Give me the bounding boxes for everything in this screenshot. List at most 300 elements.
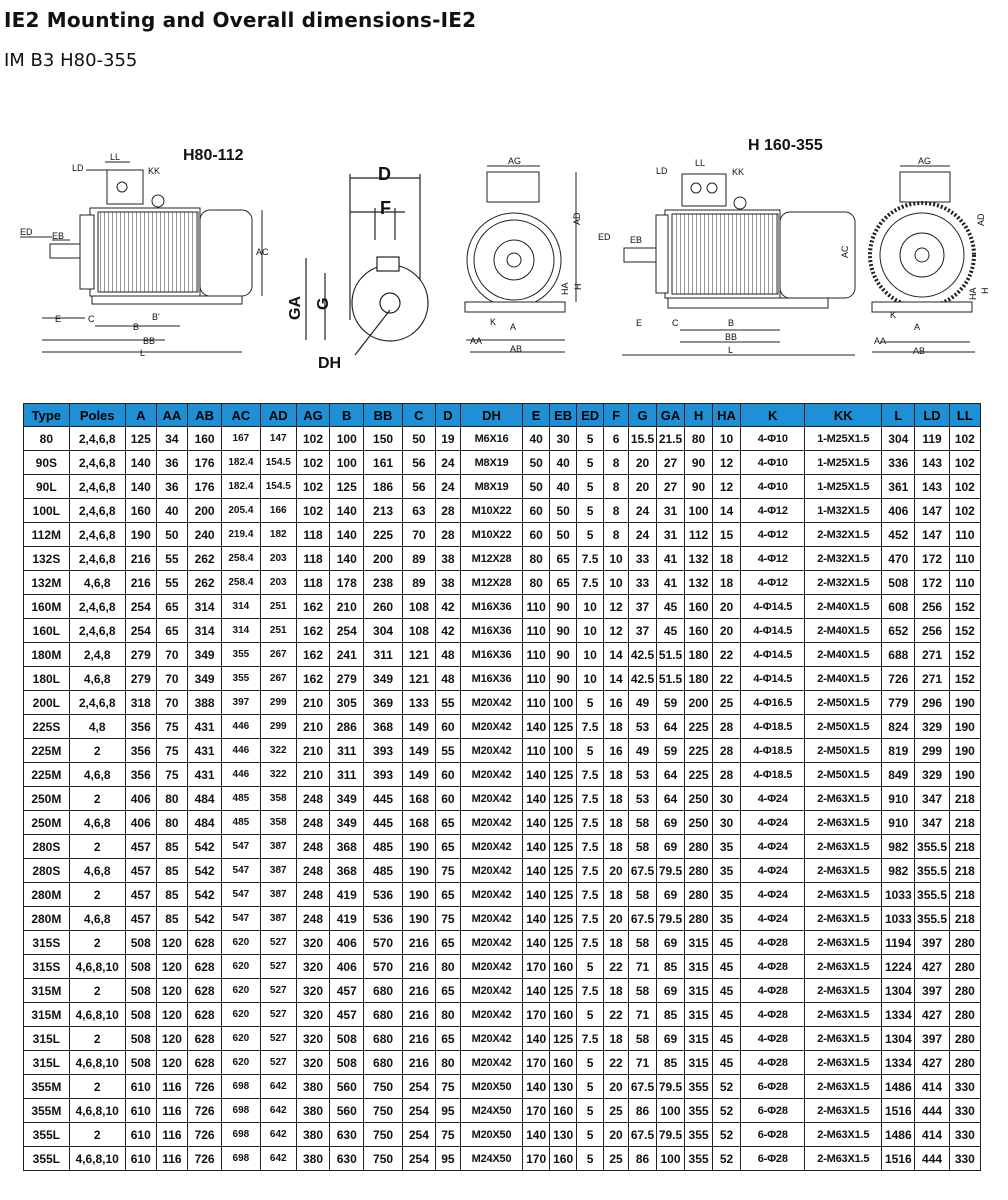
table-cell: 397: [222, 691, 260, 715]
table-cell: 248: [296, 787, 329, 811]
table-cell: 6-Φ28: [741, 1075, 805, 1099]
label-ab: AB: [510, 344, 523, 354]
table-cell: 140: [523, 787, 550, 811]
label-ha: HA: [560, 282, 570, 295]
table-cell: 680: [364, 1003, 402, 1027]
table-cell: 527: [260, 979, 296, 1003]
table-cell: 2-M63X1.5: [805, 1099, 882, 1123]
table-cell: 4-Φ14.5: [741, 595, 805, 619]
table-cell: 58: [629, 979, 657, 1003]
table-cell: 110: [523, 595, 550, 619]
table-cell: 34: [156, 427, 187, 451]
table-cell: 527: [260, 1051, 296, 1075]
table-cell: 75: [156, 763, 187, 787]
table-cell: 59: [657, 739, 685, 763]
table-cell: 80: [435, 1051, 460, 1075]
table-cell: 24: [629, 523, 657, 547]
table-cell: 387: [260, 907, 296, 931]
table-cell: 14: [713, 499, 741, 523]
table-cell: 368: [364, 715, 402, 739]
table-cell: 149: [402, 739, 435, 763]
table-cell: 1304: [882, 1027, 915, 1051]
table-cell: 642: [260, 1123, 296, 1147]
table-cell: 4-Φ24: [741, 859, 805, 883]
table-cell: 10: [713, 427, 741, 451]
side-view-large: [598, 137, 855, 355]
column-header: Type: [24, 404, 70, 427]
table-cell: 49: [629, 739, 657, 763]
table-cell: 560: [330, 1099, 364, 1123]
table-cell: 63: [402, 499, 435, 523]
table-cell: 4,6,8: [69, 763, 125, 787]
table-cell: M10X22: [460, 499, 522, 523]
table-cell: 225: [685, 739, 713, 763]
table-cell: 140: [523, 811, 550, 835]
label-ld: LD: [72, 163, 84, 173]
column-header: AG: [296, 404, 329, 427]
table-cell: 320: [296, 1003, 329, 1027]
table-cell: 570: [364, 955, 402, 979]
table-cell: 910: [882, 811, 915, 835]
table-cell: 2-M40X1.5: [805, 619, 882, 643]
table-cell: 219.4: [222, 523, 260, 547]
table-cell: 216: [125, 547, 156, 571]
label-eb-large: EB: [630, 235, 643, 245]
table-cell: 178: [330, 571, 364, 595]
table-cell: 2-M63X1.5: [805, 787, 882, 811]
table-cell: M20X42: [460, 739, 522, 763]
table-cell: 5: [577, 523, 604, 547]
table-cell: 225S: [24, 715, 70, 739]
table-cell: 2: [69, 739, 125, 763]
table-cell: 70: [156, 691, 187, 715]
table-cell: 267: [260, 667, 296, 691]
table-cell: 200: [187, 499, 221, 523]
table-cell: 484: [187, 811, 221, 835]
table-cell: 406: [125, 811, 156, 835]
table-cell: 125: [550, 715, 577, 739]
table-cell: 5: [577, 1075, 604, 1099]
table-row: [24, 1147, 981, 1171]
column-header: K: [741, 404, 805, 427]
table-cell: 5: [577, 451, 604, 475]
table-cell: 31: [657, 499, 685, 523]
table-cell: 37: [629, 595, 657, 619]
table-row: [24, 715, 981, 739]
table-cell: 75: [156, 715, 187, 739]
table-cell: 355: [685, 1099, 713, 1123]
table-cell: 182.4: [222, 451, 260, 475]
table-cell: M12X28: [460, 547, 522, 571]
table-cell: 305: [330, 691, 364, 715]
table-cell: 22: [604, 955, 629, 979]
table-cell: 280: [685, 835, 713, 859]
table-cell: 110: [949, 571, 980, 595]
table-cell: 419: [330, 907, 364, 931]
table-cell: 49: [629, 691, 657, 715]
table-cell: 355M: [24, 1075, 70, 1099]
table-cell: 79.5: [657, 1123, 685, 1147]
table-cell: M6X16: [460, 427, 522, 451]
table-cell: 2-M40X1.5: [805, 595, 882, 619]
column-header: C: [402, 404, 435, 427]
table-cell: 315: [685, 1027, 713, 1051]
table-cell: 200L: [24, 691, 70, 715]
table-cell: 311: [364, 643, 402, 667]
table-cell: 628: [187, 1051, 221, 1075]
table-cell: 60: [523, 523, 550, 547]
table-cell: 55: [156, 547, 187, 571]
table-cell: 260: [364, 595, 402, 619]
table-cell: 5: [577, 499, 604, 523]
table-cell: 65: [435, 811, 460, 835]
table-cell: 216: [125, 571, 156, 595]
page-subtitle: IM B3 H80-355: [4, 50, 138, 71]
table-cell: 225M: [24, 739, 70, 763]
table-cell: 18: [713, 547, 741, 571]
table-cell: 279: [125, 667, 156, 691]
table-cell: 69: [657, 979, 685, 1003]
table-cell: 130: [550, 1123, 577, 1147]
table-cell: 200: [364, 547, 402, 571]
table-cell: 102: [296, 451, 329, 475]
table-cell: 910: [882, 787, 915, 811]
table-cell: 457: [125, 859, 156, 883]
table-cell: 254: [402, 1123, 435, 1147]
table-cell: 110: [949, 523, 980, 547]
table-cell: 726: [187, 1099, 221, 1123]
table-cell: 28: [713, 763, 741, 787]
table-cell: 330: [949, 1123, 980, 1147]
table-cell: 216: [402, 979, 435, 1003]
table-cell: 190: [402, 883, 435, 907]
table-cell: 143: [915, 475, 949, 499]
table-cell: 542: [187, 835, 221, 859]
table-cell: 35: [713, 835, 741, 859]
table-cell: 216: [402, 955, 435, 979]
table-cell: M20X42: [460, 907, 522, 931]
table-cell: 355L: [24, 1147, 70, 1171]
table-cell: 315: [685, 1003, 713, 1027]
table-cell: 85: [657, 1003, 685, 1027]
table-cell: 120: [156, 979, 187, 1003]
table-cell: 726: [882, 667, 915, 691]
column-header: KK: [805, 404, 882, 427]
table-cell: 75: [435, 1123, 460, 1147]
table-cell: 2: [69, 1075, 125, 1099]
table-cell: 67.5: [629, 907, 657, 931]
table-cell: 445: [364, 787, 402, 811]
table-cell: 256: [915, 619, 949, 643]
table-cell: 256: [915, 595, 949, 619]
table-cell: 102: [296, 475, 329, 499]
table-cell: 19: [435, 427, 460, 451]
table-cell: 4-Φ12: [741, 499, 805, 523]
table-cell: 180L: [24, 667, 70, 691]
table-cell: 67.5: [629, 859, 657, 883]
table-cell: 100: [685, 499, 713, 523]
table-cell: 508: [125, 931, 156, 955]
table-cell: 64: [657, 763, 685, 787]
label-a: A: [510, 322, 517, 332]
table-cell: 452: [882, 523, 915, 547]
table-cell: 238: [364, 571, 402, 595]
table-cell: 100: [550, 691, 577, 715]
dimensions-table-wrapper: [23, 403, 981, 1171]
label-ag: AG: [508, 156, 522, 166]
table-cell: 125: [550, 931, 577, 955]
label-e: E: [55, 314, 62, 324]
table-cell: 65: [156, 619, 187, 643]
table-cell: 16: [604, 691, 629, 715]
table-cell: 542: [187, 859, 221, 883]
table-cell: 7.5: [577, 859, 604, 883]
table-row: [24, 979, 981, 1003]
table-cell: 349: [364, 667, 402, 691]
table-cell: 162: [296, 619, 329, 643]
table-cell: 160: [550, 1051, 577, 1075]
table-cell: 7.5: [577, 979, 604, 1003]
table-cell: 38: [435, 571, 460, 595]
table-cell: 6-Φ28: [741, 1123, 805, 1147]
table-cell: 140: [523, 715, 550, 739]
table-cell: 248: [296, 883, 329, 907]
table-cell: 132S: [24, 547, 70, 571]
table-cell: 4-Φ12: [741, 547, 805, 571]
table-cell: 60: [435, 715, 460, 739]
label-e-large: E: [636, 318, 643, 328]
column-header: DH: [460, 404, 522, 427]
table-cell: 110: [523, 739, 550, 763]
table-row: [24, 1003, 981, 1027]
label-h-large: H: [980, 287, 990, 294]
table-cell: 2-M50X1.5: [805, 763, 882, 787]
table-cell: 166: [260, 499, 296, 523]
table-cell: 254: [402, 1099, 435, 1123]
table-cell: 65: [435, 1027, 460, 1051]
table-cell: 280S: [24, 859, 70, 883]
table-cell: 320: [296, 955, 329, 979]
table-cell: 620: [222, 979, 260, 1003]
label-ga: GA: [287, 296, 304, 320]
table-cell: 125: [550, 787, 577, 811]
table-cell: 315M: [24, 1003, 70, 1027]
table-cell: 4-Φ18.5: [741, 763, 805, 787]
table-cell: 42: [435, 595, 460, 619]
table-cell: 2: [69, 835, 125, 859]
table-cell: 240: [187, 523, 221, 547]
table-cell: 286: [330, 715, 364, 739]
table-cell: 750: [364, 1075, 402, 1099]
table-cell: 10: [577, 643, 604, 667]
table-cell: 1334: [882, 1003, 915, 1027]
table-cell: 65: [550, 547, 577, 571]
table-cell: 6-Φ28: [741, 1099, 805, 1123]
label-l-large: L: [728, 345, 734, 355]
column-header: L: [882, 404, 915, 427]
table-cell: 203: [260, 547, 296, 571]
table-row: [24, 571, 981, 595]
table-cell: 315L: [24, 1051, 70, 1075]
small-frame-label: H80-112: [183, 147, 244, 164]
table-cell: 7.5: [577, 811, 604, 835]
table-cell: 610: [125, 1123, 156, 1147]
table-cell: 20: [604, 907, 629, 931]
table-cell: 90: [550, 595, 577, 619]
table-cell: 89: [402, 547, 435, 571]
table-cell: M20X42: [460, 787, 522, 811]
table-cell: 218: [949, 859, 980, 883]
table-cell: 470: [882, 547, 915, 571]
table-cell: 51.5: [657, 667, 685, 691]
label-b: B: [133, 322, 140, 332]
table-cell: 1334: [882, 1051, 915, 1075]
column-header: AC: [222, 404, 260, 427]
table-cell: 330: [949, 1099, 980, 1123]
table-cell: 2-M63X1.5: [805, 883, 882, 907]
table-cell: 132: [685, 571, 713, 595]
table-cell: 140: [125, 451, 156, 475]
end-view-large: [870, 156, 990, 356]
table-cell: 50: [523, 475, 550, 499]
table-cell: 168: [402, 787, 435, 811]
table-cell: 125: [550, 811, 577, 835]
table-row: [24, 643, 981, 667]
table-cell: 314: [222, 595, 260, 619]
table-cell: 152: [949, 619, 980, 643]
table-cell: 14: [604, 643, 629, 667]
table-cell: 25: [604, 1099, 629, 1123]
table-cell: 241: [330, 643, 364, 667]
table-cell: 90: [550, 619, 577, 643]
table-cell: 254: [402, 1147, 435, 1171]
table-row: [24, 739, 981, 763]
table-cell: 80: [523, 571, 550, 595]
table-cell: 64: [657, 787, 685, 811]
table-cell: 485: [364, 835, 402, 859]
table-cell: 140: [330, 499, 364, 523]
label-ll: LL: [110, 152, 121, 162]
table-row: [24, 427, 981, 451]
table-cell: 24: [629, 499, 657, 523]
table-cell: 176: [187, 451, 221, 475]
table-cell: 698: [222, 1147, 260, 1171]
table-cell: 355: [685, 1123, 713, 1147]
table-cell: 1486: [882, 1075, 915, 1099]
table-cell: 65: [435, 835, 460, 859]
table-cell: 45: [713, 1051, 741, 1075]
table-cell: 35: [713, 883, 741, 907]
table-cell: 100: [330, 451, 364, 475]
table-cell: 280: [685, 907, 713, 931]
label-a-large: A: [914, 322, 921, 332]
table-cell: 176: [187, 475, 221, 499]
table-cell: 311: [330, 763, 364, 787]
table-cell: 355.5: [915, 907, 949, 931]
table-cell: 79.5: [657, 859, 685, 883]
table-cell: 508: [125, 1027, 156, 1051]
table-cell: 143: [915, 451, 949, 475]
table-cell: 52: [713, 1147, 741, 1171]
table-cell: 41: [657, 547, 685, 571]
table-cell: 5: [577, 955, 604, 979]
table-cell: 279: [330, 667, 364, 691]
table-cell: 1-M25X1.5: [805, 451, 882, 475]
table-cell: 216: [402, 931, 435, 955]
table-cell: 100: [330, 427, 364, 451]
table-cell: 315S: [24, 931, 70, 955]
table-cell: 356: [125, 715, 156, 739]
table-cell: M8X19: [460, 475, 522, 499]
table-cell: 355.5: [915, 883, 949, 907]
table-cell: 2: [69, 931, 125, 955]
table-cell: 547: [222, 883, 260, 907]
table-cell: M16X36: [460, 643, 522, 667]
table-cell: 315: [685, 979, 713, 1003]
table-cell: 527: [260, 1003, 296, 1027]
table-cell: 20: [604, 1075, 629, 1099]
table-cell: 254: [402, 1075, 435, 1099]
table-cell: 160: [685, 619, 713, 643]
table-cell: 102: [296, 427, 329, 451]
table-cell: 1033: [882, 883, 915, 907]
table-cell: 485: [222, 787, 260, 811]
table-cell: 125: [330, 475, 364, 499]
table-cell: 254: [330, 619, 364, 643]
table-cell: 628: [187, 955, 221, 979]
table-cell: 5: [577, 427, 604, 451]
table-cell: M20X42: [460, 979, 522, 1003]
table-cell: 67.5: [629, 1123, 657, 1147]
table-cell: 28: [713, 739, 741, 763]
table-cell: 55: [156, 571, 187, 595]
table-cell: 726: [187, 1075, 221, 1099]
table-cell: 125: [550, 1027, 577, 1051]
table-cell: 380: [296, 1099, 329, 1123]
table-cell: 125: [125, 427, 156, 451]
shaft-end-view: [287, 164, 428, 372]
table-cell: 42.5: [629, 667, 657, 691]
table-cell: 18: [713, 571, 741, 595]
table-cell: 620: [222, 931, 260, 955]
table-cell: 4-Φ28: [741, 1027, 805, 1051]
table-cell: M20X42: [460, 859, 522, 883]
table-cell: 457: [125, 907, 156, 931]
column-header: EB: [550, 404, 577, 427]
table-cell: 280: [949, 931, 980, 955]
table-cell: 508: [125, 1051, 156, 1075]
table-cell: 330: [949, 1147, 980, 1171]
table-cell: 125: [550, 883, 577, 907]
table-cell: 527: [260, 931, 296, 955]
table-cell: 25: [604, 1147, 629, 1171]
table-cell: 140: [523, 979, 550, 1003]
table-cell: 79.5: [657, 1075, 685, 1099]
column-header: Poles: [69, 404, 125, 427]
table-cell: 69: [657, 883, 685, 907]
table-cell: M20X42: [460, 955, 522, 979]
table-cell: 110: [523, 619, 550, 643]
table-cell: 90L: [24, 475, 70, 499]
table-cell: 2,4,6,8: [69, 475, 125, 499]
table-cell: 271: [915, 643, 949, 667]
table-cell: 280: [685, 883, 713, 907]
table-cell: 2,4,6,8: [69, 691, 125, 715]
table-cell: 190: [949, 763, 980, 787]
table-cell: 355: [222, 643, 260, 667]
table-cell: 71: [629, 955, 657, 979]
table-cell: 116: [156, 1075, 187, 1099]
